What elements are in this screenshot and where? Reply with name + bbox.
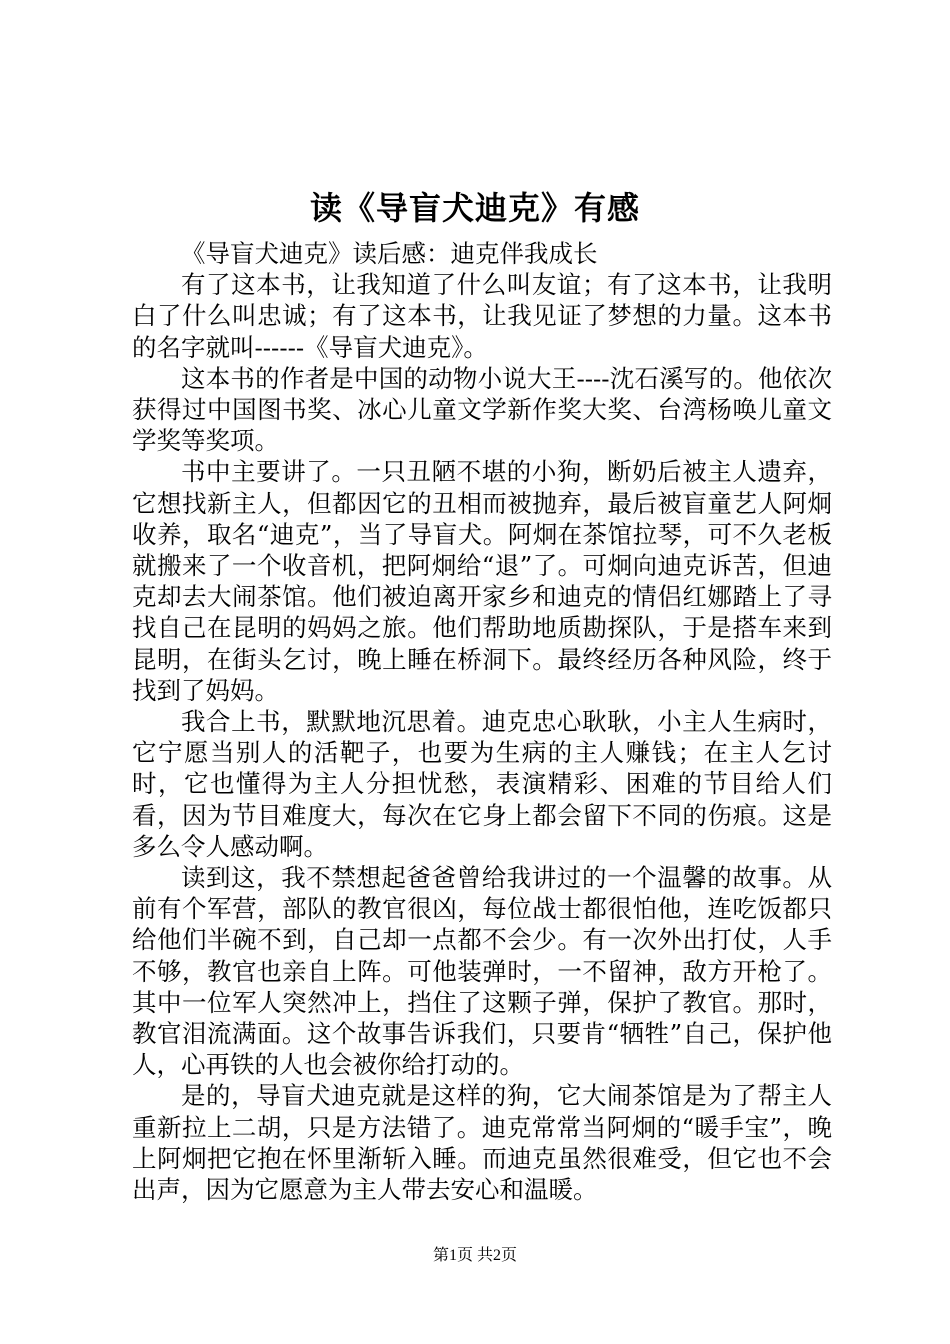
paragraph: 读到这，我不禁想起爸爸曾给我讲过的一个温馨的故事。从前有个军营，部队的教官很凶，每位战士都很怕他，连吃饭都只给他们半碗不到，自己却一点都不会少。有一次外出打仗，人手不够，教官也亲自上阵。可他装弹时，一不留神，敌方开枪了。其中一位军人突然冲上，挡住了这颗子弹，保护了教官。那时，教官泪流满面。这个故事告诉我们，只要肯“牺牲”自己，保护他人，心再铁的人也会被你给打动的。: [132, 863, 832, 1080]
paragraph: 我合上书，默默地沉思着。迪克忠心耿耿，小主人生病时，它宁愿当别人的活靶子，也要为生病的主人赚钱；在主人乞讨时，它也懂得为主人分担忧愁，表演精彩、困难的节目给人们看，因为节目难度大，每次在它身上都会留下不同的伤痕。这是多么令人感动啊。: [132, 707, 832, 861]
page-number-footer: 第1页 共2页: [432, 1247, 517, 1264]
paragraph: 是的，导盲犬迪克就是这样的狗，它大闹茶馆是为了帮主人重新拉上二胡，只是方法错了。迪克常常当阿炯的“暖手宝”，晚上阿炯把它抱在怀里渐斩入睡。而迪克虽然很难受，但它也不会出声，因为它愿意为主人带去安心和温暖。: [132, 1081, 832, 1205]
document-subtitle: 《导盲犬迪克》读后感：迪克伴我成长: [181, 239, 598, 268]
paragraph: 这本书的作者是中国的动物小说大王----沈石溪写的。他依次获得过中国图书奖、冰心儿童文学新作奖大奖、台湾杨唤儿童文学奖等奖项。: [132, 363, 832, 456]
document-title: 读《导盲犬迪克》有感: [309, 189, 640, 227]
document-body: [132, 238, 832, 1205]
paragraph: 书中主要讲了。一只丑陋不堪的小狗，断奶后被主人遗弃，它想找新主人，但都因它的丑相而被抛弃，最后被盲童艺人阿炯收养，取名“迪克”，当了导盲犬。阿炯在茶馆拉琴，可不久老板就搬来了一个收音机，把阿炯给“退”了。可炯向迪克诉苦，但迪克却去大闹茶馆。他们被迫离开家乡和迪克的情侣红娜踏上了寻找自己在昆明的妈妈之旅。他们帮助地质勘探队，于是搭车来到昆明，在街头乞讨，晚上睡在桥洞下。最终经历各种风险，终于找到了妈妈。: [132, 457, 832, 705]
paragraph: 有了这本书，让我知道了什么叫友谊；有了这本书，让我明白了什么叫忠诚；有了这本书，让我见证了梦想的力量。这本书的名字就叫------《导盲犬迪克》。: [132, 270, 832, 362]
